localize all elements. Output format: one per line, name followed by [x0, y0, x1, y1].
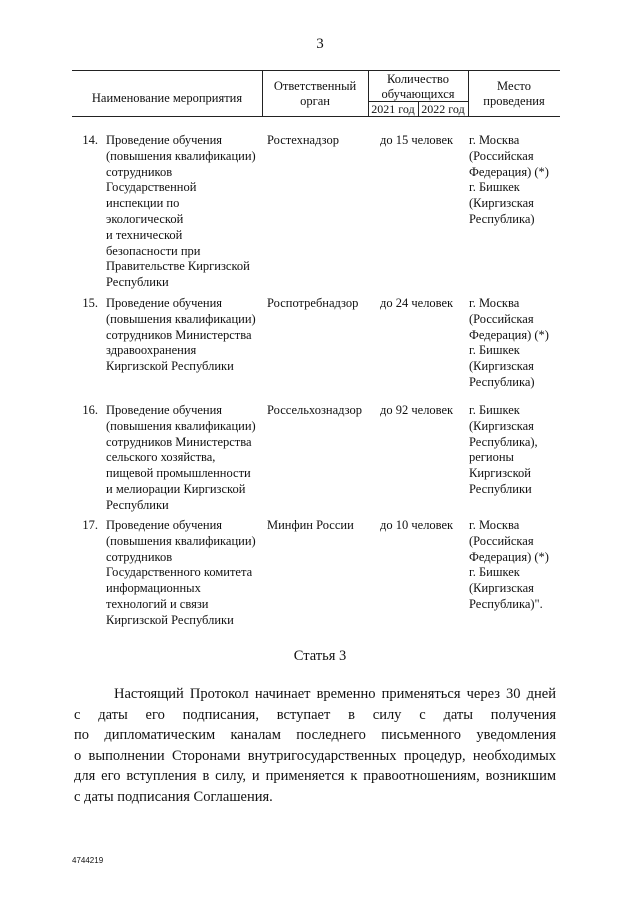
article-paragraph: [74, 684, 556, 808]
row-name: Проведение обучения (повышения квалификации) сотрудников Министерства сельского хозяйства, пищевой промышленности и мелиорации Киргизской Республики: [106, 403, 256, 512]
row-organ: Ростехнадзор: [267, 133, 339, 147]
table-top-rule: [72, 70, 560, 71]
row-number: 16.: [82, 403, 98, 417]
paragraph-line: для его вступления в силу, и применяется к правоотношениям, возникшим: [74, 768, 556, 785]
header-organ: Ответственный орган: [273, 79, 357, 108]
paragraph-line: с даты его подписания, вступает в силу с даты получения: [74, 706, 556, 723]
document-number: 4744219: [72, 856, 104, 865]
paragraph-line: по дипломатическим каналам последнего письменного уведомления: [74, 727, 556, 744]
row-count: до 92 человек: [380, 403, 454, 417]
row-name: Проведение обучения (повышения квалификации) сотрудников Государственного комитета информационных технологий и связи Киргизской Республики: [106, 518, 256, 627]
row-place: г. Бишкек (Киргизская Республика), регионы Киргизской Республики: [469, 403, 538, 496]
row-count: до 15 человек: [380, 133, 454, 147]
row-organ: Минфин России: [267, 518, 354, 532]
row-place: г. Москва (Российская Федерация) (*) г. Бишкек (Киргизская Республика): [469, 133, 549, 226]
row-organ: Россельхознадзор: [267, 403, 363, 417]
row-place: г. Москва (Российская Федерация) (*) г. Бишкек (Киргизская Республика): [469, 296, 549, 389]
header-name: Наименование мероприятия: [91, 91, 243, 105]
paragraph-line: о выполнении Сторонами внутригосударственных процедур, необходимых: [74, 747, 556, 764]
row-number: 14.: [82, 133, 98, 147]
row-number: 17.: [82, 518, 98, 532]
page-number: 3: [316, 36, 324, 52]
header-year-2022: 2022 год: [421, 102, 465, 116]
article-title: Статья 3: [293, 648, 347, 664]
row-organ: Роспотребнадзор: [267, 296, 359, 310]
header-place: Место проведения: [483, 79, 545, 108]
row-name: Проведение обучения (повышения квалификации) сотрудников Государственной инспекции по экологической и технической безопасности при Правительстве Киргизской Республики: [106, 133, 256, 290]
header-year-2021: 2021 год: [371, 102, 415, 116]
header-count: Количество обучающихся: [381, 72, 455, 101]
table-header-bottom-rule: [72, 116, 560, 117]
row-count: до 24 человек: [380, 296, 454, 310]
row-place: г. Москва (Российская Федерация) (*) г. Бишкек (Киргизская Республика)".: [469, 518, 549, 611]
paragraph-line: с даты подписания Соглашения.: [74, 788, 273, 805]
row-number: 15.: [82, 296, 98, 310]
row-name: Проведение обучения (повышения квалификации) сотрудников Министерства здравоохранения Киргизской Республики: [106, 296, 256, 374]
row-count: до 10 человек: [380, 518, 454, 532]
paragraph-line: Настоящий Протокол начинает временно применяться через 30 дней: [114, 686, 556, 702]
